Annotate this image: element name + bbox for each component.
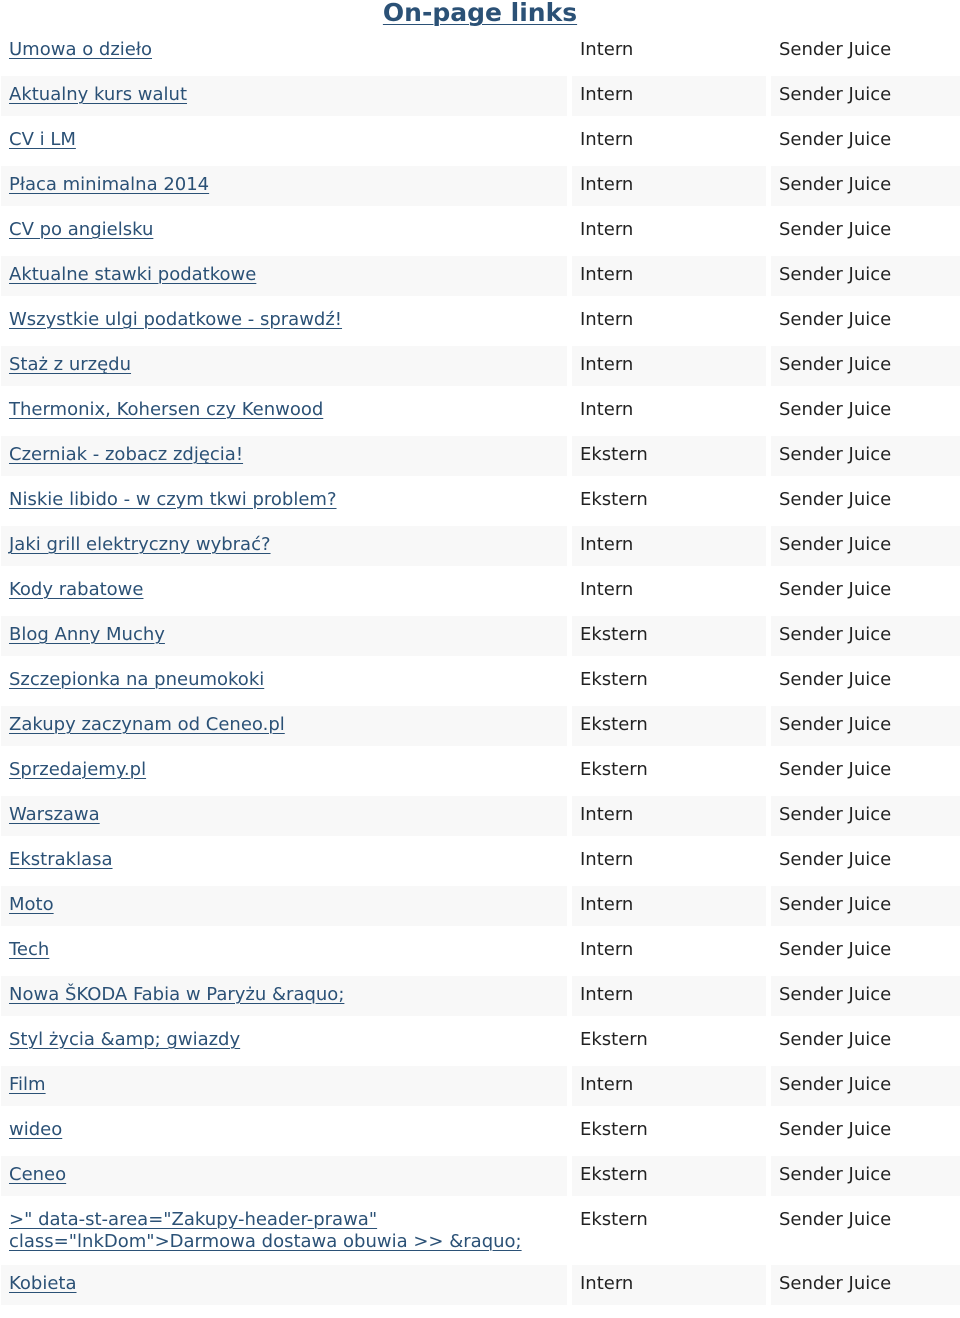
link-juice-cell: Sender Juice [771,526,960,566]
link-cell [1,751,567,791]
page-link[interactable]: Kobieta [9,1273,77,1294]
links-table-body [1,31,960,1305]
link-cell [1,301,567,341]
link-juice-cell: Sender Juice [779,39,892,60]
link-type-cell: Intern [580,309,634,330]
page-link[interactable]: Blog Anny Muchy [9,624,165,645]
link-cell [1,571,567,611]
table-row [1,166,960,206]
link-type-cell: Intern [572,256,766,296]
link-juice-cell: Sender Juice [779,1119,892,1140]
table-row [1,211,960,251]
link-type-cell: Intern [580,579,634,600]
link-cell [1,1265,567,1305]
link-cell [1,1066,567,1106]
link-type-cell: Ekstern [580,759,648,780]
link-juice-cell: Sender Juice [779,579,892,600]
page-link[interactable]: >" data-st-area="Zakupy-header-prawa" class="lnkDom">Darmowa dostawa obuwia >> &raquo; [9,1209,522,1252]
link-juice-cell: Sender Juice [771,796,960,836]
page-link[interactable]: Sprzedajemy.pl [9,759,147,780]
page-link[interactable]: Staż z urzędu [9,354,132,375]
table-row [1,976,960,1016]
link-juice-cell: Sender Juice [779,849,892,870]
link-type-cell: Ekstern [572,616,766,656]
link-type-cell: Intern [580,399,634,420]
table-row [1,76,960,116]
link-juice-cell: Sender Juice [771,436,960,476]
page-link[interactable]: CV po angielsku [9,219,154,240]
link-cell [1,481,567,521]
table-row [1,436,960,476]
table-row [1,571,960,611]
table-row [1,391,960,431]
table-row [1,931,960,971]
table-row [1,301,960,341]
link-juice-cell: Sender Juice [771,346,960,386]
link-type-cell: Intern [580,939,634,960]
page-link[interactable]: Kody rabatowe [9,579,144,600]
link-type-cell: Intern [572,76,766,116]
page-title: On-page links [382,0,578,27]
page-link[interactable]: Niskie libido - w czym tkwi problem? [9,489,337,510]
link-cell [1,526,567,566]
link-cell [1,1021,567,1061]
link-juice-cell: Sender Juice [771,1066,960,1106]
table-row [1,1265,960,1305]
page-link[interactable]: Jaki grill elektryczny wybrać? [9,534,271,555]
table-row [1,661,960,701]
link-type-cell: Intern [580,129,634,150]
page-link[interactable]: Ceneo [9,1164,67,1185]
link-type-cell: Intern [572,166,766,206]
link-cell [1,976,567,1016]
page-link[interactable]: wideo [9,1119,63,1140]
page-link[interactable]: Moto [9,894,54,915]
table-row [1,1021,960,1061]
page-link[interactable]: Thermonix, Kohersen czy Kenwood [9,399,324,420]
table-row [1,751,960,791]
link-juice-cell: Sender Juice [771,1156,960,1196]
page-link[interactable]: Warszawa [9,804,100,825]
page-link[interactable]: Aktualny kurs walut [9,84,188,105]
link-juice-cell: Sender Juice [771,256,960,296]
link-type-cell: Ekstern [580,669,648,690]
link-juice-cell: Sender Juice [779,1209,892,1230]
page-link[interactable]: Ekstraklasa [9,849,113,870]
link-type-cell: Intern [572,1265,766,1305]
page-link[interactable]: Zakupy zaczynam od Ceneo.pl [9,714,285,735]
table-row [1,1111,960,1151]
link-cell [1,706,567,746]
page-link[interactable]: CV i LM [9,129,76,150]
page-link[interactable]: Aktualne stawki podatkowe [9,264,257,285]
link-cell [1,391,567,431]
link-type-cell: Ekstern [580,1029,648,1050]
link-juice-cell: Sender Juice [779,309,892,330]
table-row [1,346,960,386]
page-link[interactable]: Czerniak - zobacz zdjęcia! [9,444,244,465]
link-cell [1,841,567,881]
link-cell [1,76,567,116]
link-juice-cell: Sender Juice [771,616,960,656]
table-row [1,886,960,926]
link-type-cell: Intern [572,526,766,566]
link-cell [1,616,567,656]
table-row [1,526,960,566]
link-type-cell: Intern [572,976,766,1016]
link-juice-cell: Sender Juice [779,1029,892,1050]
link-type-cell: Ekstern [580,1119,648,1140]
link-type-cell: Ekstern [572,706,766,746]
page-link[interactable]: Styl życia &amp; gwiazdy [9,1029,241,1050]
link-juice-cell: Sender Juice [779,399,892,420]
link-cell [1,931,567,971]
link-juice-cell: Sender Juice [771,706,960,746]
table-row [1,481,960,521]
link-juice-cell: Sender Juice [779,669,892,690]
link-type-cell: Intern [572,886,766,926]
table-row [1,616,960,656]
link-juice-cell: Sender Juice [779,489,892,510]
on-page-links-table [0,26,960,1310]
link-juice-cell: Sender Juice [779,939,892,960]
page-link[interactable]: Szczepionka na pneumokoki [9,669,265,690]
table-row [1,256,960,296]
link-type-cell: Intern [580,849,634,870]
table-row [1,1201,960,1260]
link-cell [1,31,567,71]
page-link[interactable]: Płaca minimalna 2014 [9,174,210,195]
link-cell [1,1201,567,1260]
link-type-cell: Ekstern [580,1209,648,1230]
table-row [1,31,960,71]
link-juice-cell: Sender Juice [779,759,892,780]
link-cell [1,1111,567,1151]
link-cell [1,166,567,206]
link-cell [1,211,567,251]
link-juice-cell: Sender Juice [779,219,892,240]
table-row [1,121,960,161]
table-row [1,841,960,881]
link-type-cell: Ekstern [580,489,648,510]
link-juice-cell: Sender Juice [771,1265,960,1305]
link-cell [1,796,567,836]
link-cell [1,661,567,701]
table-row [1,1156,960,1196]
link-type-cell: Intern [572,346,766,386]
table-row [1,796,960,836]
link-cell [1,256,567,296]
page-link[interactable]: Tech [9,939,50,960]
link-cell [1,346,567,386]
page-link[interactable]: Umowa o dzieło [9,39,153,60]
link-type-cell: Intern [580,39,634,60]
link-type-cell: Intern [572,796,766,836]
link-cell [1,436,567,476]
link-cell [1,1156,567,1196]
link-juice-cell: Sender Juice [771,976,960,1016]
link-juice-cell: Sender Juice [771,76,960,116]
page-link[interactable]: Film [9,1074,46,1095]
table-row [1,706,960,746]
page-link[interactable]: Wszystkie ulgi podatkowe - sprawdź! [9,309,343,330]
table-row [1,1066,960,1106]
link-type-cell: Ekstern [572,1156,766,1196]
link-type-cell: Ekstern [572,436,766,476]
link-cell [1,121,567,161]
page-link[interactable]: Nowa ŠKODA Fabia w Paryżu &raquo; [9,984,345,1005]
link-juice-cell: Sender Juice [771,886,960,926]
link-type-cell: Intern [572,1066,766,1106]
link-type-cell: Intern [580,219,634,240]
link-cell [1,886,567,926]
link-juice-cell: Sender Juice [779,129,892,150]
link-juice-cell: Sender Juice [771,166,960,206]
